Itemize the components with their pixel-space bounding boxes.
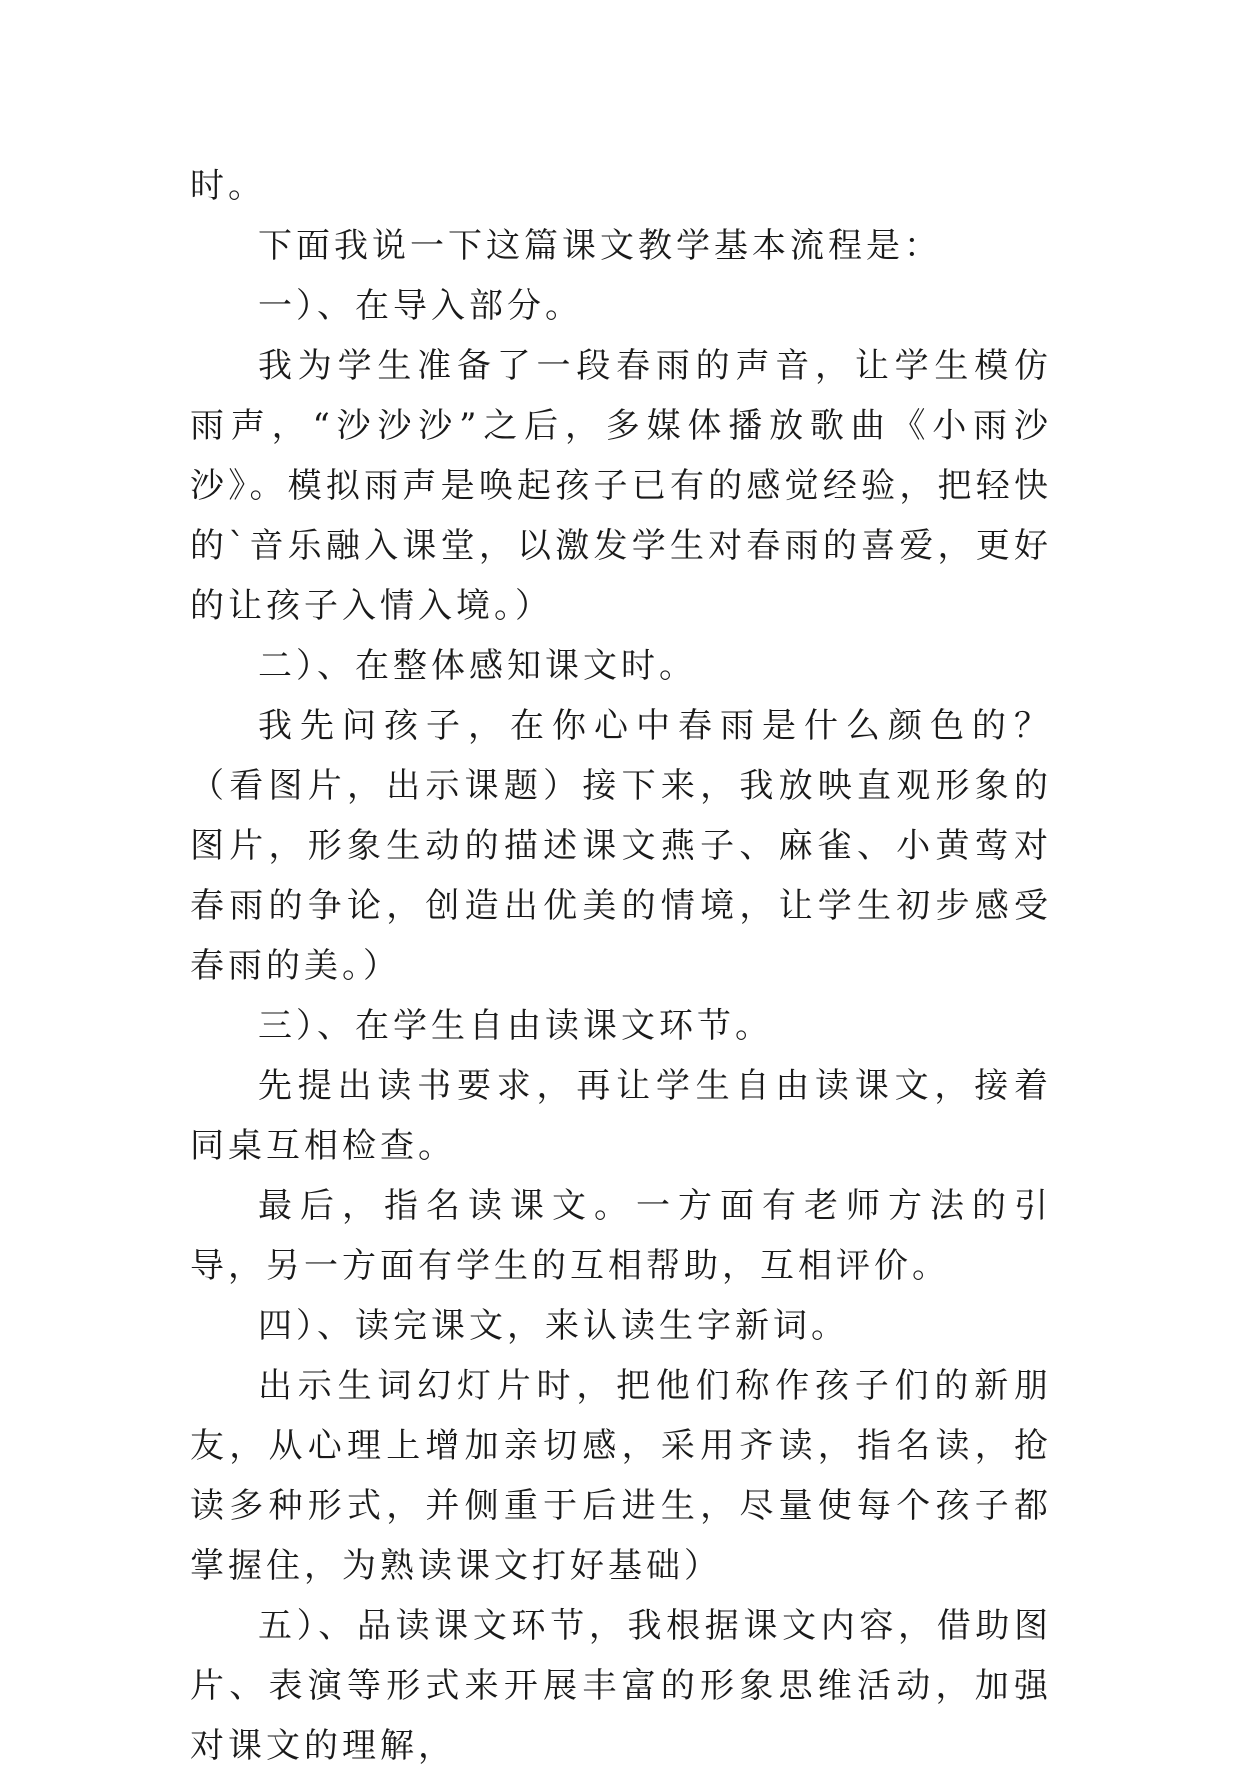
paragraph-section-3a: 先提出读书要求，再让学生自由读课文，接着同桌互相检查。 [190,1066,1052,1166]
paragraph-section-2: 我先问孩子，在你心中春雨是什么颜色的？（看图片，出示课题）接下来，我放映直观形象的图片，形象生动的描述课文燕子、麻雀、小黄莺对春雨的争论，创造出优美的情境，让学生初步感受春雨的美。） [190,706,1052,986]
document-body [190,156,1052,1776]
section-heading-2: 二）、在整体感知课文时。 [258,646,697,686]
section-heading-3: 三）、在学生自由读课文环节。 [258,1006,773,1046]
paragraph-section-5: 五）、品读课文环节，我根据课文内容，借助图片、表演等形式来开展丰富的形象思维活动，加强对课文的理解， [190,1606,1052,1766]
paragraph-continuation: 时。 [190,166,266,206]
section-heading-4: 四）、读完课文，来认读生字新词。 [258,1306,849,1346]
paragraph-section-4: 出示生词幻灯片时，把他们称作孩子们的新朋友，从心理上增加亲切感，采用齐读，指名读，抢读多种形式，并侧重于后进生，尽量使每个孩子都掌握住，为熟读课文打好基础） [190,1366,1052,1586]
section-heading-1: 一）、在导入部分。 [258,286,583,326]
paragraph-section-1: 我为学生准备了一段春雨的声音，让学生模仿雨声，“沙沙沙”之后，多媒体播放歌曲《小雨沙沙》。模拟雨声是唤起孩子已有的感觉经验，把轻快的`音乐融入课堂，以激发学生对春雨的喜爱，更好的让孩子入情入境。） [190,346,1052,626]
paragraph-section-3b: 最后，指名读课文。一方面有老师方法的引导，另一方面有学生的互相帮助，互相评价。 [190,1186,1052,1286]
paragraph-intro: 下面我说一下这篇课文教学基本流程是： [258,226,942,266]
